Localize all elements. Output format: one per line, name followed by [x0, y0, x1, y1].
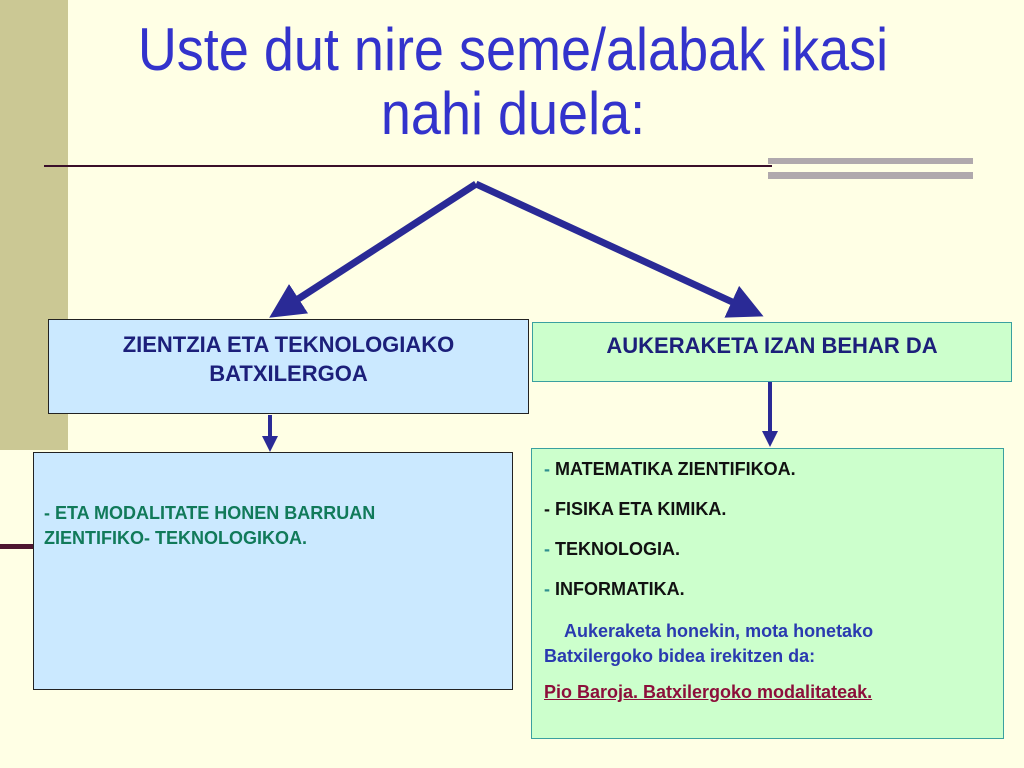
title-line-1: Uste dut nire seme/alabak ikasi [137, 16, 889, 83]
modality-line-2: ZIENTIFIKO- TEKNOLOGIKOA. [44, 528, 307, 548]
list-item: - TEKNOLOGIA. [544, 539, 680, 559]
list-item: - INFORMATIKA. [544, 579, 685, 599]
subjects-list-box [531, 448, 1004, 739]
branch-arrow-left [278, 184, 476, 312]
science-technology-box [48, 319, 529, 414]
selection-note [544, 619, 997, 669]
modality-detail-box [33, 452, 513, 690]
selection-required-box [532, 322, 1012, 382]
science-box-line-1: ZIENTZIA ETA TEKNOLOGIAKO [122, 332, 455, 357]
note-line-2: Batxilergoko bidea irekitzen da: [544, 646, 816, 666]
modality-line-1: - ETA MODALITATE HONEN BARRUAN [44, 503, 376, 523]
note-line-1: Aukeraketa honekin, mota honetako [564, 621, 874, 641]
list-item: - FISIKA ETA KIMIKA. [544, 499, 727, 519]
title-line-2: nahi duela: [380, 80, 646, 147]
selection-box-label: AUKERAKETA IZAN BEHAR DA [606, 333, 938, 358]
branch-arrow-right [476, 184, 754, 312]
pio-baroja-link[interactable]: Pio Baroja. Batxilergoko modalitateak. [544, 682, 873, 702]
list-item: - MATEMATIKA ZIENTIFIKOA. [544, 459, 796, 479]
science-box-line-2: BATXILERGOA [209, 361, 368, 386]
